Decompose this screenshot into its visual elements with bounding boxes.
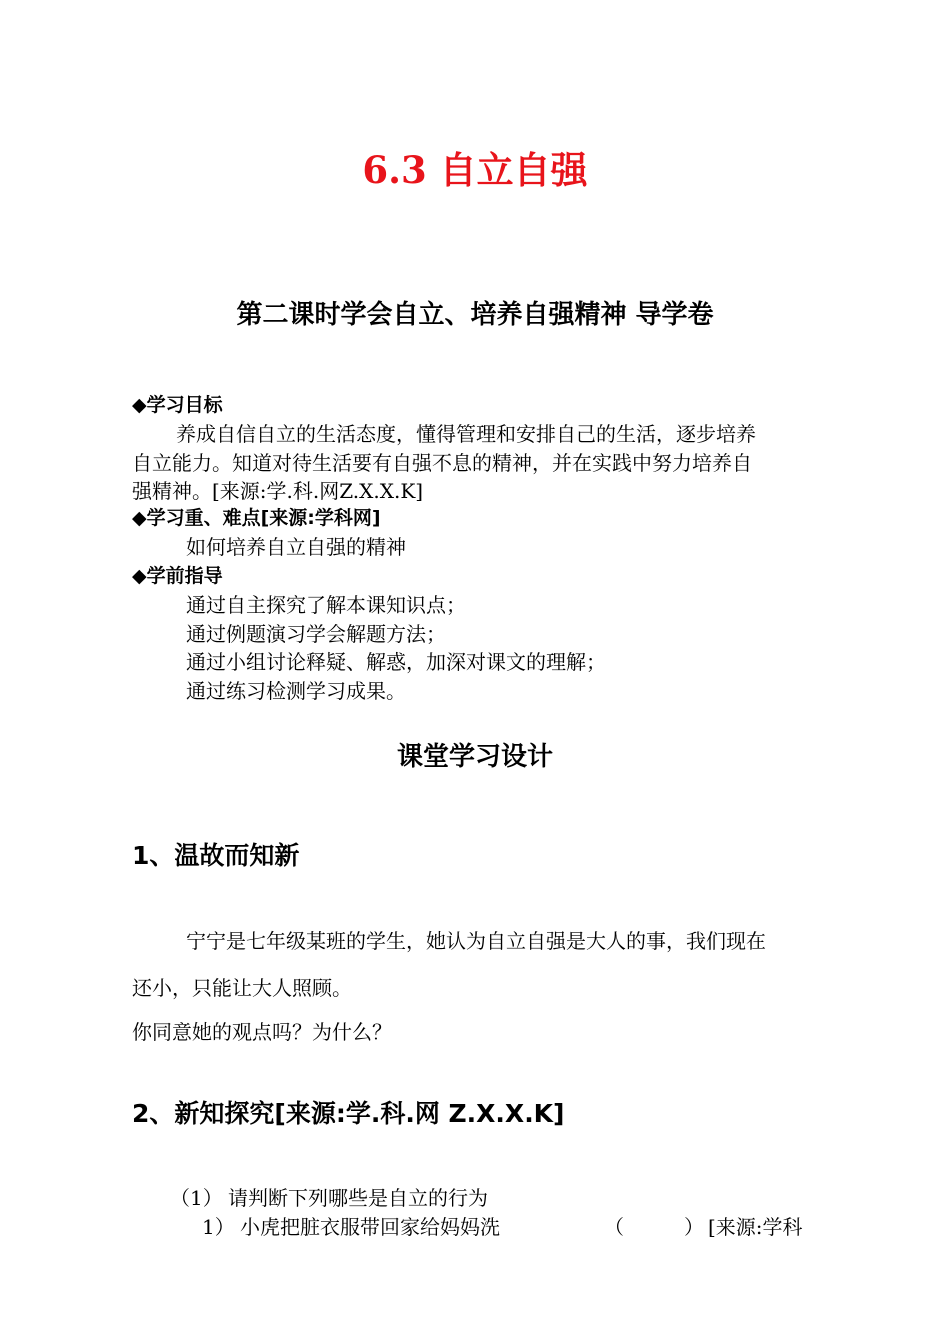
guide-item: 通过小组讨论释疑、解惑，加深对课文的理解； (186, 650, 606, 674)
page-title: 6.3 自立自强 (362, 148, 588, 192)
item-number: 1） (202, 1215, 235, 1239)
item-text: 小虎把脏衣服带回家给妈妈洗 (240, 1215, 500, 1239)
section-1-line-3: 你同意她的观点吗？为什么？ (132, 1020, 392, 1044)
key-points-line-1: 如何培养自立自强的精神 (186, 535, 406, 559)
page-subtitle: 第二课时学会自立、培养自强精神 导学卷 (236, 300, 714, 330)
section-1-line-1: 宁宁是七年级某班的学生，她认为自立自强是大人的事，我们现在 (186, 929, 766, 953)
objectives-line-1: 养成自信自立的生活态度，懂得管理和安排自己的生活，逐步培养 (176, 422, 756, 446)
section-2-heading: 2、新知探究[来源:学.科.网 Z.X.X.K] (132, 1099, 565, 1128)
section-1-heading: 1、温故而知新 (132, 841, 300, 870)
guide-item: 通过自主探究了解本课知识点； (186, 593, 466, 617)
key-points-heading: ◆学习重、难点[来源:学科网] (132, 507, 381, 529)
question-label: （1） (170, 1186, 223, 1210)
objectives-line-3: 强精神。[来源:学.科.网Z.X.X.K] (132, 479, 424, 503)
objectives-heading: ◆学习目标 (132, 394, 223, 416)
question-text: 请判断下列哪些是自立的行为 (228, 1186, 488, 1210)
guide-item: 通过例题演习学会解题方法； (186, 622, 446, 646)
design-heading: 课堂学习设计 (396, 742, 553, 772)
guide-item: 通过练习检测学习成果。 (186, 679, 406, 703)
guide-heading: ◆学前指导 (132, 565, 223, 587)
section-1-line-2: 还小，只能让大人照顾。 (132, 976, 352, 1000)
answer-paren-close: ） (684, 1215, 704, 1239)
item-source-note: [来源:学科 (708, 1215, 803, 1239)
objectives-line-2: 自立能力。知道对待生活要有自强不息的精神，并在实践中努力培养自 (132, 451, 752, 475)
answer-paren-open: （ (604, 1215, 624, 1239)
